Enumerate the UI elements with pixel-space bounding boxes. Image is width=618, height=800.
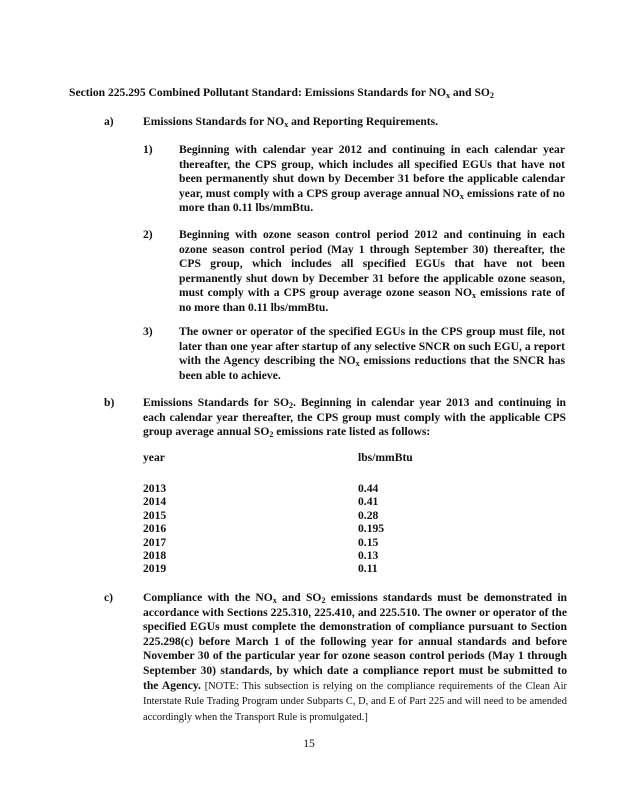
so2-rate-table	[143, 451, 443, 576]
table-row	[143, 549, 443, 562]
subsection-a-heading: Emissions Standards for $NO_x$ and Reporting Requirements.	[143, 115, 439, 129]
year-cell: 2014	[143, 495, 167, 509]
subsection-a-label: a)	[104, 115, 114, 128]
year-cell: 2015	[143, 508, 167, 522]
rate-cell: 0.11	[358, 562, 378, 576]
table-row	[143, 509, 443, 522]
year-cell: 2016	[143, 522, 167, 536]
rate-cell: 0.28	[358, 508, 379, 522]
rate-cell: 0.13	[358, 548, 379, 562]
section-title: Section 225.295 Combined Pollutant Standard: Emissions Standards for $NO_x$ and $SO_2$	[69, 86, 494, 100]
col-rate-header: lbs/mmBtu	[358, 451, 413, 464]
table-row	[143, 562, 443, 575]
subsection-c-label: c)	[104, 591, 114, 604]
table-row	[143, 482, 443, 495]
subsection-b-label: b)	[104, 396, 115, 409]
year-cell: 2018	[143, 548, 167, 562]
item-a1-text: Beginning with calendar year 2012 and continuing in each calendar year thereafter, the CPS group, which includes all specified EGUs that have not been permanently shut down by December 31 before the applicable calendar year, must comply with a CPS group average annual $NO_x$ emissions rate of no more than 0.11 lbs/mmBtu.	[179, 143, 565, 215]
table-row	[143, 522, 443, 535]
table-header	[143, 451, 443, 482]
page-number: 15	[303, 737, 315, 750]
item-a2-text: Beginning with ozone season control period 2012 and continuing in each ozone season control period (May 1 through September 30) thereafter, the CPS group, which includes all specified EGUs that have not been permanently shut down by December 31 before the applicable ozone season, must comply with a CPS group average ozone season $NO_x$ emissions rate of no more than 0.11 lbs/mmBtu.	[179, 228, 565, 314]
col-year-header: year	[143, 451, 165, 464]
item-a1-label: 1)	[143, 143, 153, 156]
year-cell: 2019	[143, 562, 167, 576]
year-cell: 2017	[143, 535, 167, 549]
table-row	[143, 495, 443, 508]
table-row	[143, 536, 443, 549]
rate-cell: 0.15	[358, 535, 379, 549]
item-a2-label: 2)	[143, 228, 153, 241]
subsection-b-text: Emissions Standards for $SO_2$. Beginning in calendar year 2013 and continuing in each calendar year thereafter, the CPS group must comply with the applicable CPS group average annual $SO_2$ emissions rate listed as follows:	[143, 396, 566, 440]
rate-cell: 0.44	[358, 482, 379, 495]
rate-cell: 0.41	[358, 495, 379, 509]
item-a3-label: 3)	[143, 325, 153, 338]
subsection-c-text: Compliance with the $NO_x$ and $SO_2$ emissions standards must be demonstrated in accordance with Sections 225.310, 225.410, and 225.510. The owner or operator of the specified EGUs must complete the demonstration of compliance pursuant to Section 225.298(c) before March 1 of the following year for annual standards and before November 30 of the particular year for ozone season control periods (May 1 through September 30) standards, by which date a compliance report must be submitted to the Agency. [NOTE: This subsection is relying on the compliance requirements of the Clean Air Interstate Rule Trading Program under Subparts C, D, and E of Part 225 and will need to be amended accordingly when the Transport Rule is promulgated.]	[143, 591, 567, 723]
item-a3-text: The owner or operator of the specified EGUs in the CPS group must file, not later than one year after startup of any selective SNCR on such EGU, a report with the Agency describing the $NO_x$ emissions reductions that the SNCR has been able to achieve.	[179, 325, 566, 382]
note-text: [NOTE: This subsection is relying on the compliance requirements of the Clean Air Interstate Rule Trading Program under Subparts C, D, and E of Part 225 and will need to be amended accordingly when the Transport Rule is promulgated.]	[143, 680, 567, 723]
rate-cell: 0.195	[358, 522, 385, 536]
year-cell: 2013	[143, 482, 167, 495]
